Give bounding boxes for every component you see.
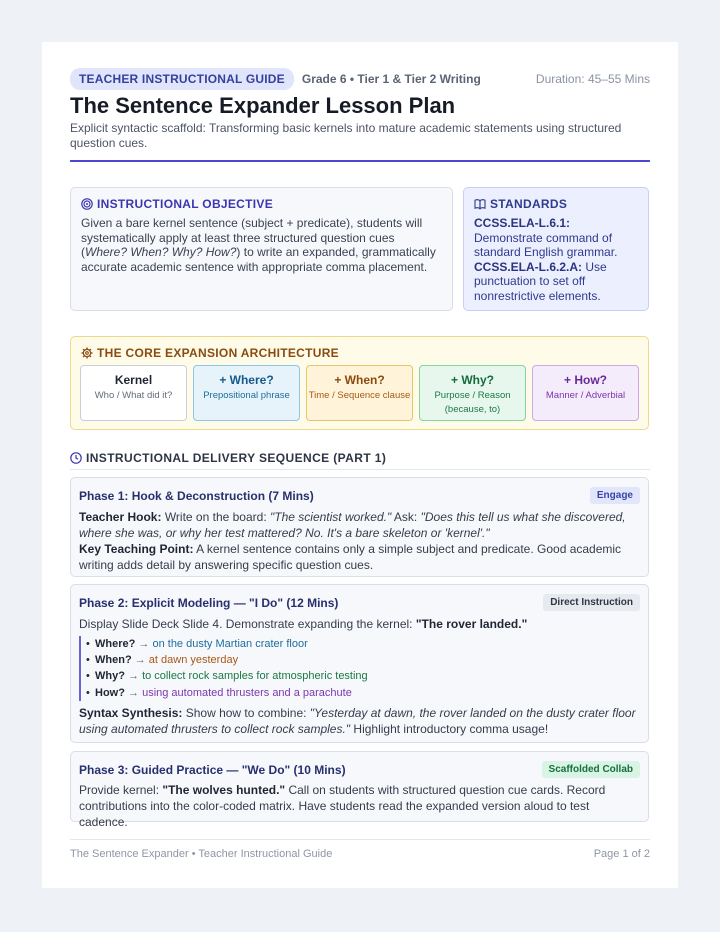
guide-badge: TEACHER INSTRUCTIONAL GUIDE <box>70 68 294 90</box>
objective-heading <box>81 197 442 211</box>
footer-title: The Sentence Expander • Teacher Instructional Guide <box>70 848 333 860</box>
list-item: • Why? → to collect rock samples for atmospheric testing <box>95 668 640 684</box>
phase-hook: Teacher Hook: Write on the board: "The scientist worked." Ask: "Does this tell us what she discovered, where she was, or why her test mattered? No. It's a bare skeleton or 'kernel'." <box>79 510 626 540</box>
phase-instructions: Provide kernel: "The wolves hunted." Call on students with structured question cue cards. Record contributions into the color-coded matrix. Have students read the expanded version aloud to test cadence. <box>79 783 606 829</box>
phase-tag: Scaffolded Collab <box>542 761 640 778</box>
sequence-divider <box>70 469 650 470</box>
book-icon <box>474 198 486 210</box>
footer-divider <box>70 839 650 840</box>
phase-3-card <box>70 751 649 829</box>
page-number: Page 1 of 2 <box>593 848 650 860</box>
standard-item: CCSS.ELA-L.6.1: Demonstrate command of standard English grammar. CCSS.ELA-L.6.2.A: Use punctuation to set off nonrestrictive elements. <box>474 216 618 303</box>
phase-2-card <box>70 584 649 743</box>
page-footer <box>70 848 650 860</box>
clock-icon <box>70 452 82 464</box>
card-when: + When? Time / Sequence clause <box>306 365 413 421</box>
architecture-heading <box>81 346 638 360</box>
standards-heading-label: STANDARDS <box>490 197 568 211</box>
card-why: + Why? Purpose / Reason (because, to) <box>419 365 526 421</box>
page-subtitle: Explicit syntactic scaffold: Transforming basic kernels into mature academic statements using structured question cues. <box>70 121 622 150</box>
sequence-heading-label: INSTRUCTIONAL DELIVERY SEQUENCE (PART 1) <box>86 451 387 465</box>
header-bar <box>70 69 650 89</box>
standards-panel <box>463 187 649 311</box>
phase-title: Phase 1: Hook & Deconstruction (7 Mins) Engage <box>79 487 640 504</box>
card-where: + Where? Prepositional phrase <box>193 365 300 421</box>
page-content <box>70 42 650 888</box>
architecture-panel <box>70 336 649 430</box>
list-item: • How? → using automated thrusters and a parachute <box>95 685 640 701</box>
standards-heading <box>474 197 638 211</box>
phase-1-card <box>70 477 649 577</box>
objective-text: Given a bare kernel sentence (subject + predicate), students will systematically apply at least three structured question cues (Where? When? Why? How?) to write an expanded, grammatically accurate academic sentence with appropriate comma placement. <box>81 216 436 274</box>
phase-intro: Display Slide Deck Slide 4. Demonstrate expanding the kernel: "The rover landed." <box>79 617 528 631</box>
phase-title: Phase 2: Explicit Modeling — "I Do" (12 Mins) Direct Instruction <box>79 594 640 611</box>
card-kernel: Kernel Who / What did it? <box>80 365 187 421</box>
duration-label: Duration: 45–55 Mins <box>535 72 650 86</box>
target-icon <box>81 198 93 210</box>
list-item: • Where? → on the dusty Martian crater floor <box>95 636 640 652</box>
gear-icon <box>81 347 93 359</box>
question-cue-list <box>79 636 640 701</box>
phase-tag: Engage <box>590 487 640 504</box>
architecture-heading-label: THE CORE EXPANSION ARCHITECTURE <box>97 346 339 360</box>
objective-panel <box>70 187 453 311</box>
expansion-cards <box>80 365 639 421</box>
page-title: The Sentence Expander Lesson Plan <box>70 93 456 118</box>
objective-heading-label: INSTRUCTIONAL OBJECTIVE <box>97 197 274 211</box>
title-divider <box>70 160 650 162</box>
card-how: + How? Manner / Adverbial <box>532 365 639 421</box>
sequence-heading <box>70 451 386 465</box>
list-item: • When? → at dawn yesterday <box>95 652 640 668</box>
phase-key-point: Key Teaching Point: A kernel sentence contains only a simple subject and predicate. Good academic writing adds detail by answering specific question cues. <box>79 542 622 572</box>
grade-label: Grade 6 • Tier 1 & Tier 2 Writing <box>301 72 481 86</box>
lesson-page <box>42 42 678 888</box>
phase-tag: Direct Instruction <box>543 594 640 611</box>
phase-synthesis: Syntax Synthesis: Show how to combine: "Yesterday at dawn, the rover landed on the dusty crater floor using automated thrusters to collect rock samples." Highlight introductory comma usage! <box>79 705 636 736</box>
phase-title: Phase 3: Guided Practice — "We Do" (10 Mins) Scaffolded Collab <box>79 761 640 778</box>
